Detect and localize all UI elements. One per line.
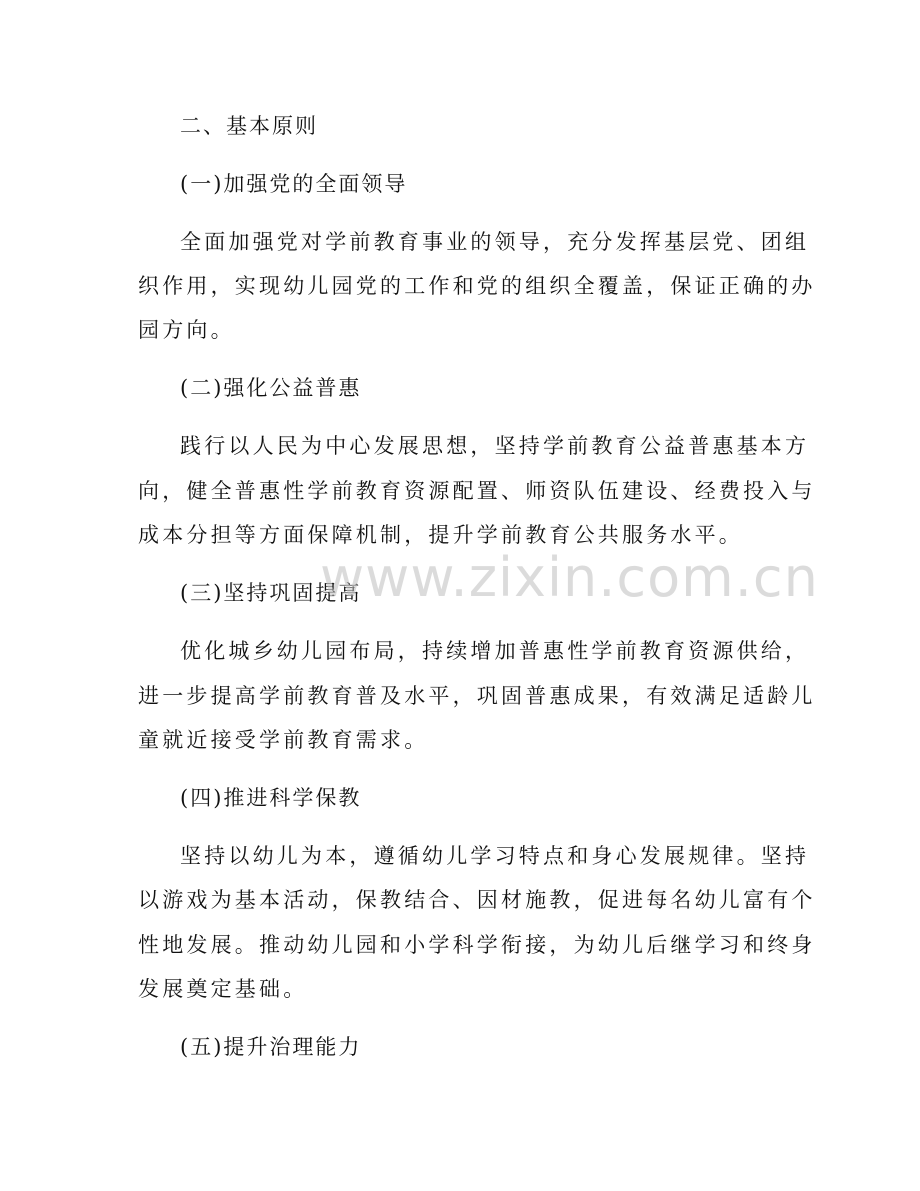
- item-1-heading: (一)加强党的全面领导: [180, 172, 408, 196]
- item-1-line-2: 织作用，实现幼儿园党的工作和党的组织全覆盖，保证正确的办: [138, 274, 816, 298]
- item-4-line-4: 发展奠定基础。: [138, 977, 308, 1001]
- item-2-heading: (二)强化公益普惠: [180, 376, 362, 400]
- item-3-line-3: 童就近接受学前教育需求。: [138, 728, 429, 752]
- item-3-line-2: 进一步提高学前教育普及水平，巩固普惠成果，有效满足适龄儿: [138, 684, 816, 708]
- item-1-line-1: 全面加强党对学前教育事业的领导，充分发挥基层党、团组: [180, 230, 810, 254]
- item-2-line-3: 成本分担等方面保障机制，提升学前教育公共服务水平。: [138, 523, 743, 547]
- item-3-heading: (三)坚持巩固提高: [180, 581, 362, 605]
- item-1-line-3: 园方向。: [138, 318, 235, 342]
- section-title: 二、基本原则: [180, 114, 318, 138]
- item-2-line-2: 向，健全普惠性学前教育资源配置、师资队伍建设、经费投入与: [138, 479, 816, 503]
- watermark: www.zixin.com.cn: [320, 546, 819, 609]
- item-4-line-2: 以游戏为基本活动，保教结合、因材施教，促进每名幼儿富有个: [138, 888, 816, 912]
- item-5-heading: (五)提升治理能力: [180, 1035, 362, 1059]
- item-2-line-1: 践行以人民为中心发展思想，坚持学前教育公益普惠基本方: [180, 434, 810, 458]
- item-4-heading: (四)推进科学保教: [180, 786, 362, 810]
- item-4-line-1: 坚持以幼儿为本，遵循幼儿学习特点和身心发展规律。坚持: [180, 844, 810, 868]
- item-3-line-1: 优化城乡幼儿园布局，持续增加普惠性学前教育资源供给，: [180, 639, 810, 663]
- item-4-line-3: 性地发展。推动幼儿园和小学科学衔接，为幼儿后继学习和终身: [138, 933, 816, 957]
